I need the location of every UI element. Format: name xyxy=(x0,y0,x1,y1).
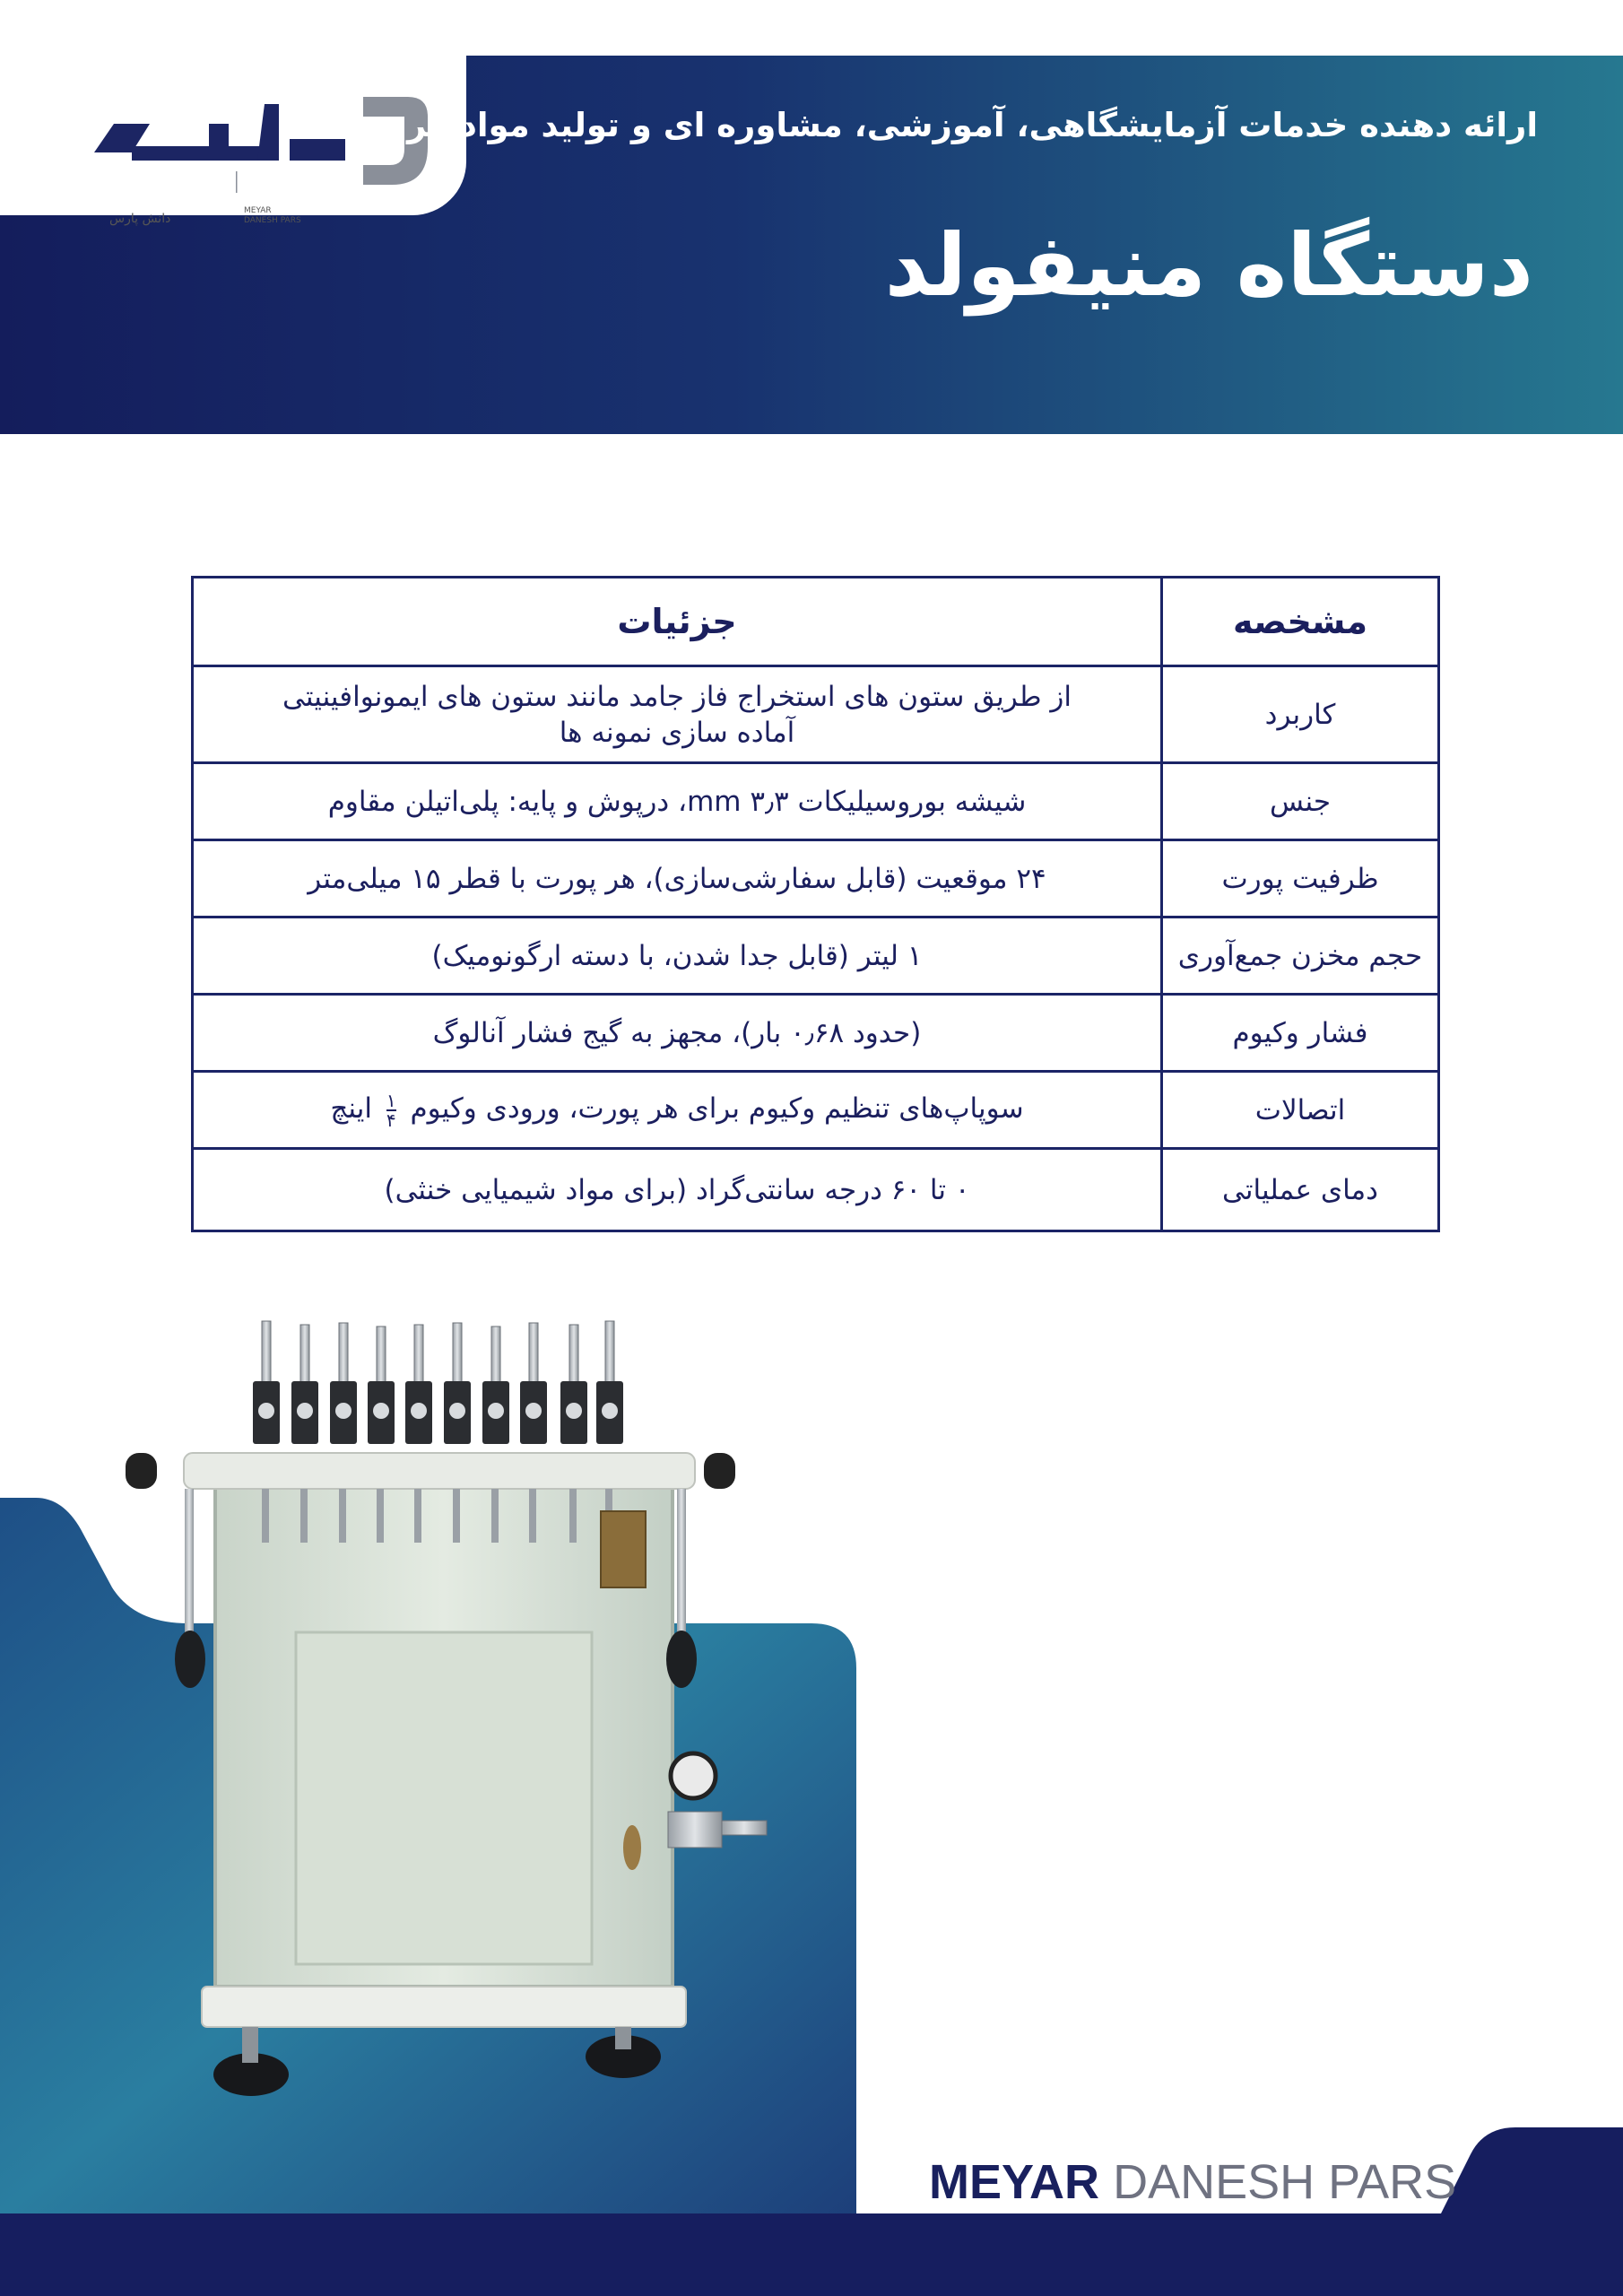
spec-table xyxy=(191,576,1440,1232)
row-property: کاربرد xyxy=(1162,666,1439,763)
row-details xyxy=(193,1072,1162,1149)
footer-band xyxy=(0,2213,1623,2296)
row-details-line: آماده سازی نمونه ها xyxy=(559,716,795,749)
footer-brand-bold: MEYAR xyxy=(929,2155,1100,2209)
header-details: جزئیات xyxy=(193,578,1162,666)
header-tagline: ارائه دهنده خدمات آزمایشگاهی، آموزشی، مشاوره ای و تولید مواد مرجع xyxy=(360,106,1538,144)
row-property: دمای عملیاتی xyxy=(1162,1149,1439,1231)
table-row xyxy=(193,995,1439,1072)
row-details: (حدود ۰٫۶۸ بار)، مجهز به گیج فشار آنالوگ xyxy=(193,995,1162,1072)
row-details: ۰ تا ۶۰ درجه سانتی‌گراد (برای مواد شیمیایی خنثی) xyxy=(193,1149,1162,1231)
table-row xyxy=(193,666,1439,763)
row-details: شیشه بوروسیلیکات ۳٫۳ mm، درپوش و پایه: پلی‌اتیلن مقاوم xyxy=(193,763,1162,840)
manifold-device-image xyxy=(117,1305,780,2112)
row-details-line: از طریق ستون های استخراج فاز جامد مانند ستون های ایمونوافینیتی xyxy=(282,680,1072,713)
table-row xyxy=(193,840,1439,918)
row-details-text: سوپاپ‌های تنظیم وکیوم برای هر پورت، ورودی وکیوم xyxy=(410,1092,1024,1126)
logo-wordmark-en-line2: DANESH PARS xyxy=(244,216,301,225)
row-property: جنس xyxy=(1162,763,1439,840)
table-row xyxy=(193,763,1439,840)
row-details xyxy=(193,666,1162,763)
footer-tab xyxy=(1435,2127,1623,2226)
row-property: حجم مخزن جمع‌آوری xyxy=(1162,918,1439,995)
row-property: اتصالات xyxy=(1162,1072,1439,1149)
fraction xyxy=(386,1091,396,1129)
header-property: مشخصه xyxy=(1162,578,1439,666)
row-property: فشار وکیوم xyxy=(1162,995,1439,1072)
logo-wordmark-fa: دانش پارس xyxy=(109,212,171,226)
table-row xyxy=(193,1072,1439,1149)
row-details: ۱ لیتر (قابل جدا شدن، با دسته ارگونومیک) xyxy=(193,918,1162,995)
table-header-row xyxy=(193,578,1439,666)
table-row xyxy=(193,1149,1439,1231)
row-details-unit: اینچ xyxy=(330,1092,373,1126)
row-property: ظرفیت پورت xyxy=(1162,840,1439,918)
page-title: دستگاه منیفولد xyxy=(884,215,1533,316)
logo-wordmark-en-line1: MEYAR xyxy=(244,206,272,215)
table-row xyxy=(193,918,1439,995)
footer-brand xyxy=(929,2154,1456,2210)
fraction-denominator: ۴ xyxy=(386,1109,396,1131)
footer-brand-light: DANESH PARS xyxy=(1113,2155,1457,2209)
fraction-numerator: ۱ xyxy=(386,1089,396,1111)
row-details: ۲۴ موقعیت (قابل سفارشی‌سازی)، هر پورت با قطر ۱۵ میلی‌متر xyxy=(193,840,1162,918)
